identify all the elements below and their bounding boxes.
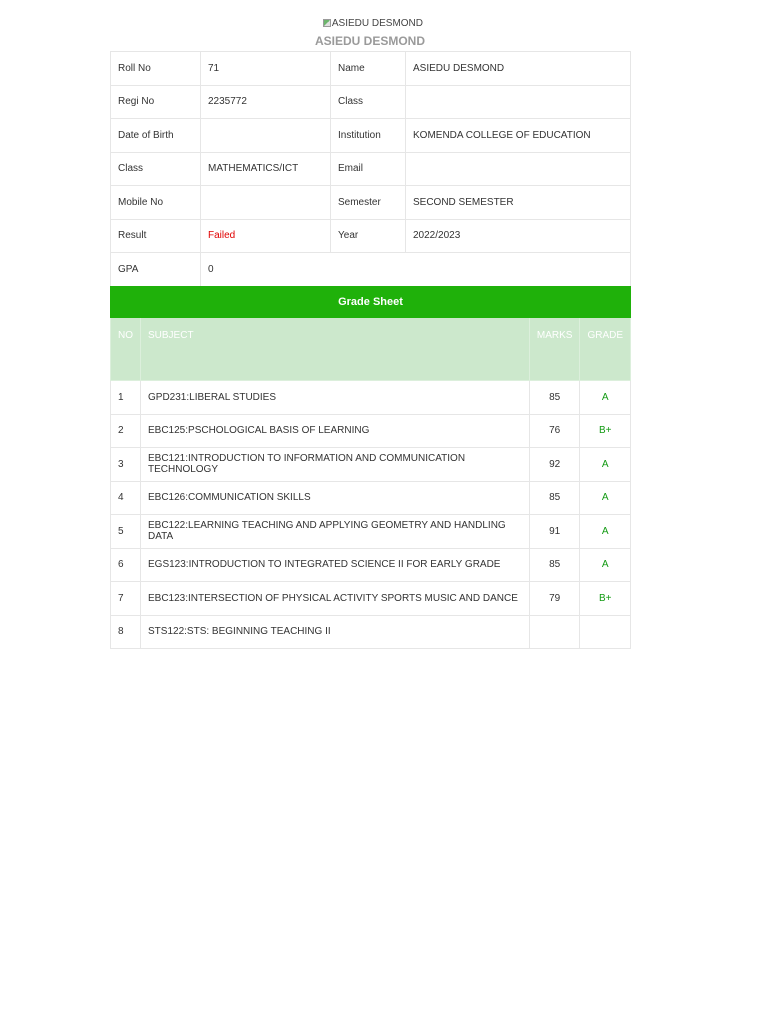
row-number: 7 bbox=[111, 582, 141, 616]
info-value: 2235772 bbox=[201, 85, 331, 119]
grade-cell: B+ bbox=[580, 582, 631, 616]
marks-cell: 85 bbox=[529, 481, 580, 515]
subject-cell: EBC126:COMMUNICATION SKILLS bbox=[141, 481, 530, 515]
grade-cell: B+ bbox=[580, 414, 631, 448]
grade-sheet-table bbox=[110, 286, 631, 649]
table-row bbox=[111, 515, 631, 549]
info-label: Regi No bbox=[111, 85, 201, 119]
info-value bbox=[406, 152, 631, 186]
row-number: 6 bbox=[111, 548, 141, 582]
subject-cell: STS122:STS: BEGINNING TEACHING II bbox=[141, 615, 530, 649]
info-row bbox=[111, 52, 631, 86]
grade-cell: A bbox=[580, 515, 631, 549]
row-number: 4 bbox=[111, 481, 141, 515]
column-header-marks: MARKS bbox=[529, 318, 580, 381]
info-label: Class bbox=[331, 85, 406, 119]
info-label: Mobile No bbox=[111, 186, 201, 220]
grade-cell: A bbox=[580, 481, 631, 515]
table-row bbox=[111, 448, 631, 482]
marks-cell: 85 bbox=[529, 381, 580, 415]
subject-cell: EBC121:INTRODUCTION TO INFORMATION AND COMMUNICATION TECHNOLOGY bbox=[141, 448, 530, 482]
info-value: SECOND SEMESTER bbox=[406, 186, 631, 220]
grade-sheet-header-row bbox=[111, 318, 631, 381]
marks-cell: 79 bbox=[529, 582, 580, 616]
info-value: ASIEDU DESMOND bbox=[406, 52, 631, 86]
subject-cell: GPD231:LIBERAL STUDIES bbox=[141, 381, 530, 415]
info-label: Result bbox=[111, 219, 201, 253]
info-value: 2022/2023 bbox=[406, 219, 631, 253]
info-row bbox=[111, 186, 631, 220]
student-name-heading: ASIEDU DESMOND bbox=[314, 34, 425, 48]
table-row bbox=[111, 548, 631, 582]
grade-sheet-title: Grade Sheet bbox=[111, 287, 631, 318]
column-header-subject: SUBJECT bbox=[141, 318, 530, 381]
column-header-no: NO bbox=[111, 318, 141, 381]
grade-cell: A bbox=[580, 381, 631, 415]
marks-cell: 91 bbox=[529, 515, 580, 549]
marks-cell bbox=[529, 615, 580, 649]
table-row bbox=[111, 582, 631, 616]
row-number: 3 bbox=[111, 448, 141, 482]
info-value bbox=[201, 119, 331, 153]
info-label: Email bbox=[331, 152, 406, 186]
table-row bbox=[111, 481, 631, 515]
table-row bbox=[111, 414, 631, 448]
student-info-table bbox=[110, 51, 631, 287]
info-value bbox=[406, 85, 631, 119]
marks-cell: 92 bbox=[529, 448, 580, 482]
info-label: Institution bbox=[331, 119, 406, 153]
row-number: 5 bbox=[111, 515, 141, 549]
table-row bbox=[111, 615, 631, 649]
column-header-grade: GRADE bbox=[580, 318, 631, 381]
info-value: MATHEMATICS/ICT bbox=[201, 152, 331, 186]
marks-cell: 76 bbox=[529, 414, 580, 448]
info-value: 71 bbox=[201, 52, 331, 86]
student-photo-alt: ASIEDU DESMOND bbox=[331, 17, 423, 29]
subject-cell: EBC123:INTERSECTION OF PHYSICAL ACTIVITY SPORTS MUSIC AND DANCE bbox=[141, 582, 530, 616]
info-row bbox=[111, 152, 631, 186]
info-row bbox=[111, 119, 631, 153]
info-label: Class bbox=[111, 152, 201, 186]
table-row bbox=[111, 381, 631, 415]
broken-image-icon bbox=[323, 19, 331, 27]
result-status: Failed bbox=[201, 219, 331, 253]
subject-cell: EBC125:PSCHOLOGICAL BASIS OF LEARNING bbox=[141, 414, 530, 448]
subject-cell: EBC122:LEARNING TEACHING AND APPLYING GEOMETRY AND HANDLING DATA bbox=[141, 515, 530, 549]
info-label: Semester bbox=[331, 186, 406, 220]
marks-cell: 85 bbox=[529, 548, 580, 582]
info-row bbox=[111, 253, 631, 287]
row-number: 1 bbox=[111, 381, 141, 415]
grade-cell bbox=[580, 615, 631, 649]
info-label: GPA bbox=[111, 253, 201, 287]
info-label: Roll No bbox=[111, 52, 201, 86]
row-number: 8 bbox=[111, 615, 141, 649]
row-number: 2 bbox=[111, 414, 141, 448]
info-row bbox=[111, 219, 631, 253]
subject-cell: EGS123:INTRODUCTION TO INTEGRATED SCIENCE II FOR EARLY GRADE bbox=[141, 548, 530, 582]
info-value bbox=[201, 186, 331, 220]
student-photo bbox=[323, 16, 423, 30]
info-value: KOMENDA COLLEGE OF EDUCATION bbox=[406, 119, 631, 153]
grade-sheet-banner bbox=[111, 287, 631, 318]
grade-cell: A bbox=[580, 548, 631, 582]
info-label: Name bbox=[331, 52, 406, 86]
grade-cell: A bbox=[580, 448, 631, 482]
info-row bbox=[111, 85, 631, 119]
info-label: Year bbox=[331, 219, 406, 253]
gpa-value: 0 bbox=[201, 253, 631, 287]
info-label: Date of Birth bbox=[111, 119, 201, 153]
